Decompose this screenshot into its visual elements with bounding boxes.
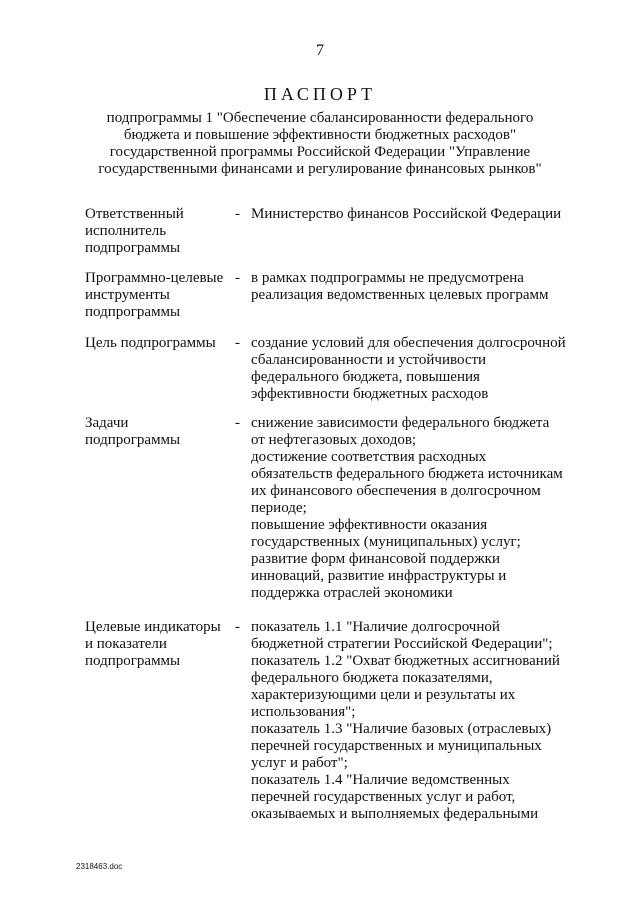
row-value-line: показатель 1.2 "Охват бюджетных ассигнований <box>251 653 560 669</box>
subtitle-line: государственными финансами и регулирование финансовых рынков" <box>98 161 542 177</box>
row-label-line: Ответственный <box>85 206 184 222</box>
row-value-line: характеризующими цели и результаты их <box>251 687 516 703</box>
row-value-line: оказываемых и выполняемых федеральными <box>251 806 539 822</box>
row-dash: - <box>235 335 240 351</box>
row-value <box>251 335 591 403</box>
row-value-line: показатель 1.4 "Наличие ведомственных <box>251 772 510 788</box>
row-value <box>251 206 591 223</box>
row-value-line: показатель 1.1 "Наличие долгосрочной <box>251 619 500 635</box>
row-label-line: подпрограммы <box>85 432 181 448</box>
row-value-line: реализация ведомственных целевых программ <box>251 287 549 303</box>
row-label <box>85 415 235 449</box>
row-label <box>85 270 235 321</box>
row-value-line: использования"; <box>251 704 356 720</box>
file-name-footer: 2318463.doc <box>76 862 123 871</box>
row-label-line: инструменты <box>85 287 170 303</box>
row-value-line: сбалансированности и устойчивости <box>251 352 487 368</box>
row-value-line: федерального бюджета показателями, <box>251 670 493 686</box>
row-value-line: периоде; <box>251 500 307 516</box>
row-dash: - <box>235 415 240 431</box>
row-value-line: эффективности бюджетных расходов <box>251 386 489 402</box>
row-dash: - <box>235 619 240 635</box>
row-value-line: от нефтегазовых доходов; <box>251 432 417 448</box>
row-value-line: государственных (муниципальных) услуг; <box>251 534 521 550</box>
row-value <box>251 270 591 304</box>
row-label-line: и показатели <box>85 636 167 652</box>
row-label-line: исполнитель <box>85 223 167 239</box>
subtitle-line: бюджета и повышение эффективности бюджетных расходов" <box>123 127 517 143</box>
row-value-line: повышение эффективности оказания <box>251 517 488 533</box>
row-value-line: Министерство финансов Российской Федерации <box>251 206 562 222</box>
row-label-line: подпрограммы <box>85 653 181 669</box>
row-label-line: подпрограммы <box>85 240 181 256</box>
row-value-line: перечней государственных и муниципальных <box>251 738 542 754</box>
row-value-line: федерального бюджета, повышения <box>251 369 480 385</box>
row-value-line: достижение соответствия расходных <box>251 449 487 465</box>
row-label-line: подпрограммы <box>85 304 181 320</box>
row-value-line: перечней государственных услуг и работ, <box>251 789 516 805</box>
row-value-line: обязательств федерального бюджета источникам <box>251 466 563 482</box>
row-value-line: поддержка отраслей экономики <box>251 585 453 601</box>
row-value <box>251 619 591 823</box>
row-label-line: Цель подпрограммы <box>85 335 216 351</box>
row-dash: - <box>235 270 240 286</box>
subtitle-line: подпрограммы 1 "Обеспечение сбалансированности федерального <box>106 110 534 126</box>
row-value <box>251 415 591 602</box>
row-label <box>85 619 235 670</box>
row-value-line: бюджетной стратегии Российской Федерации"; <box>251 636 553 652</box>
subtitle <box>60 110 580 178</box>
row-value-line: в рамках подпрограммы не предусмотрена <box>251 270 524 286</box>
row-value-line: создание условий для обеспечения долгосрочной <box>251 335 566 351</box>
row-label <box>85 335 235 352</box>
row-value-line: снижение зависимости федерального бюджета <box>251 415 550 431</box>
row-dash: - <box>235 206 240 222</box>
page-number: 7 <box>316 42 324 59</box>
row-label-line: Задачи <box>85 415 129 431</box>
page-title: ПАСПОРТ <box>263 84 377 104</box>
row-value-line: их финансового обеспечения в долгосрочном <box>251 483 541 499</box>
row-value-line: показатель 1.3 "Наличие базовых (отраслевых) <box>251 721 552 737</box>
row-label-line: Программно-целевые <box>85 270 224 286</box>
row-value-line: развитие форм финансовой поддержки <box>251 551 500 567</box>
row-value-line: услуг и работ"; <box>251 755 348 771</box>
row-value-line: инноваций, развитие инфраструктуры и <box>251 568 507 584</box>
row-label <box>85 206 235 257</box>
subtitle-line: государственной программы Российской Федерации "Управление <box>109 144 531 160</box>
row-label-line: Целевые индикаторы <box>85 619 221 635</box>
